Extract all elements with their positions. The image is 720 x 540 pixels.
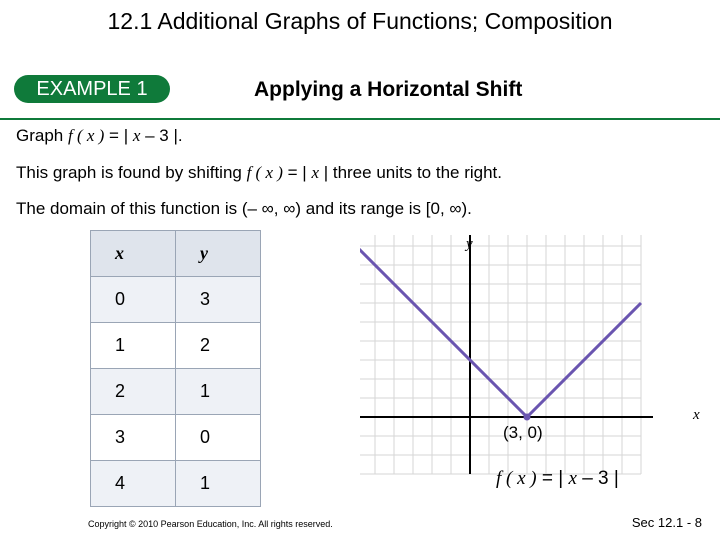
instruction-x: x bbox=[132, 126, 141, 145]
domain-range-line: The domain of this function is (– ∞, ∞) and its range is [0, ∞). bbox=[16, 199, 472, 218]
instruction-fx: f ( x ) bbox=[67, 126, 105, 145]
table-row bbox=[91, 461, 261, 507]
explanation-line bbox=[16, 163, 502, 183]
table-row bbox=[91, 415, 261, 461]
function-line bbox=[360, 246, 641, 417]
table-header-y: y bbox=[176, 231, 261, 277]
table-row bbox=[91, 323, 261, 369]
instruction-prefix: Graph bbox=[16, 126, 64, 145]
y-axis-label: y bbox=[466, 236, 473, 252]
table-cell: 1 bbox=[91, 323, 176, 369]
table-cell: 1 bbox=[176, 369, 261, 415]
table-cell: 0 bbox=[91, 277, 176, 323]
table-row bbox=[91, 277, 261, 323]
instruction-eq: = | bbox=[104, 126, 133, 145]
slide-title: 12.1 Additional Graphs of Functions; Composition bbox=[107, 8, 613, 34]
copyright-text: Copyright © 2010 Pearson Education, Inc. All rights reserved. bbox=[88, 519, 333, 529]
table-row bbox=[91, 369, 261, 415]
function-label-rest: – 3 | bbox=[576, 468, 619, 489]
table-header-x: x bbox=[91, 231, 176, 277]
table-cell: 3 bbox=[91, 415, 176, 461]
instruction-rest: – 3 |. bbox=[140, 126, 183, 145]
x-axis-label: x bbox=[693, 407, 700, 423]
example-badge: EXAMPLE 1 bbox=[14, 75, 170, 103]
table-cell: 2 bbox=[91, 369, 176, 415]
function-label bbox=[496, 468, 619, 490]
function-label-x: x bbox=[568, 468, 577, 489]
table-cell: 1 bbox=[176, 461, 261, 507]
explanation-eq: = | bbox=[282, 163, 312, 182]
explanation-prefix: This graph is found by shifting bbox=[16, 163, 247, 182]
table-cell: 0 bbox=[176, 415, 261, 461]
example-title: Applying a Horizontal Shift bbox=[254, 78, 523, 101]
explanation-rest: | three units to the right. bbox=[318, 163, 502, 182]
slide-number: Sec 12.1 - 8 bbox=[631, 515, 702, 530]
explanation-fx: f ( x ) bbox=[246, 163, 283, 182]
table-cell: 2 bbox=[176, 323, 261, 369]
explanation-x: x bbox=[311, 163, 319, 182]
vertex-label: (3, 0) bbox=[503, 423, 543, 442]
xy-table bbox=[90, 230, 261, 507]
graph-grid bbox=[360, 235, 641, 474]
function-label-fx: f ( x ) bbox=[496, 468, 537, 489]
table-cell: 3 bbox=[176, 277, 261, 323]
function-label-eq: = | bbox=[536, 468, 569, 489]
table-cell: 4 bbox=[91, 461, 176, 507]
vertex-point bbox=[524, 414, 531, 421]
divider-line bbox=[0, 118, 720, 120]
instruction-line bbox=[16, 126, 183, 146]
table-header-row bbox=[91, 231, 261, 277]
